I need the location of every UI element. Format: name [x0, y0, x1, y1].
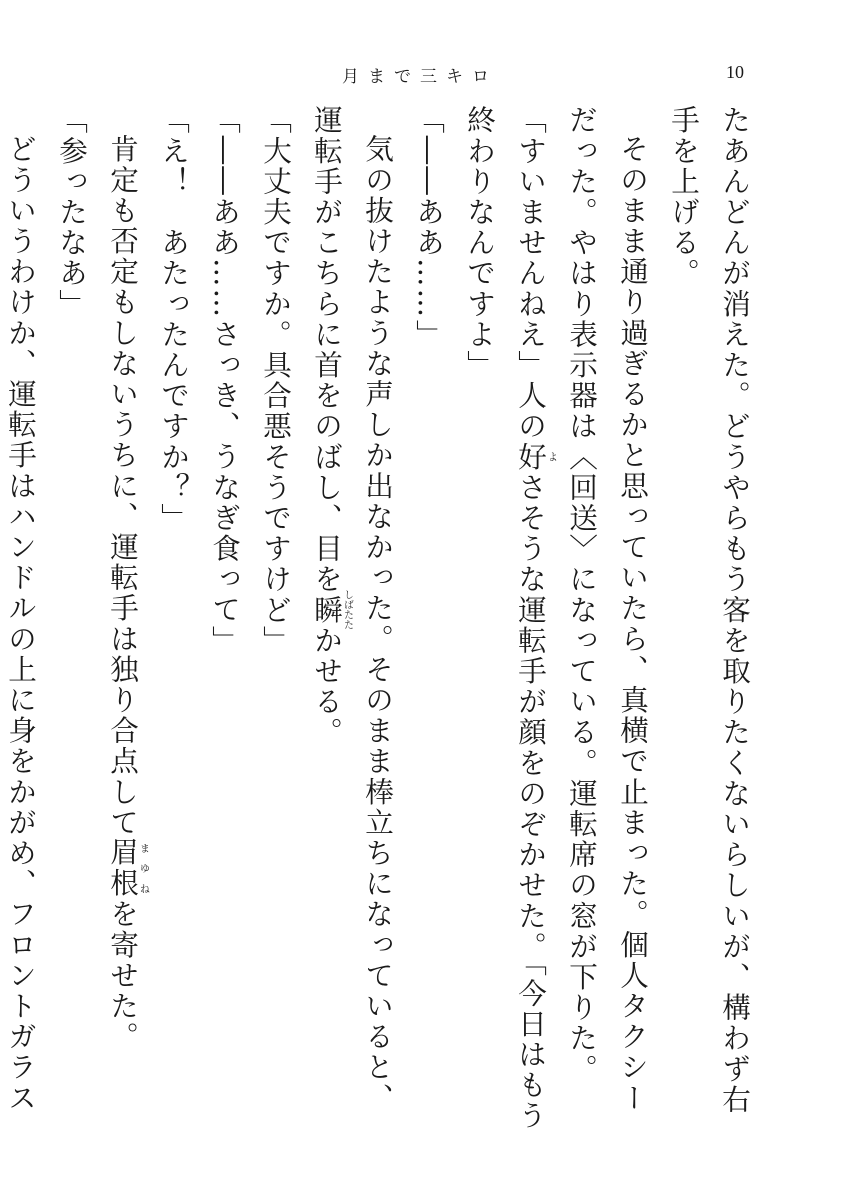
ruby-base: 好 [514, 441, 548, 473]
page-number: 10 [726, 62, 744, 82]
running-title: 月まで三キロ [342, 67, 498, 87]
paragraph [658, 105, 760, 1135]
paragraph [0, 105, 46, 1135]
paragraph [97, 105, 148, 1135]
text-run: そのまま通り過ぎるかと思っていたら、真横で止まった。個人タクシーだった。やはり表示器は〈回送〉になっている。運転席の窓が下りた。 [565, 105, 650, 1113]
paragraph [46, 105, 97, 1135]
ruby-base: 瞬 [310, 589, 344, 630]
paragraph [301, 105, 403, 1135]
paragraph [148, 105, 199, 1135]
body-text [4, 105, 760, 1135]
ruby-annotation [514, 441, 557, 473]
text-run: かせる。 [310, 625, 344, 748]
text-run: 肯定も否定もしないうちに、運転手は独り合点して [106, 133, 140, 838]
ruby-annotation [310, 589, 353, 630]
text-run: 「すいませんねえ」人の [514, 105, 548, 442]
ruby-base: 眉根 [106, 837, 140, 899]
text-run: 「――ああ……」 [412, 105, 446, 350]
text-run: 「え！ あたったんですか？」 [157, 105, 191, 534]
text-run: たあんどんが消えた。どうやらもう客を取りたくないらしいが、構わず右手を上げる。 [667, 105, 752, 1115]
text-run: 「――ああ……さっき、うなぎ食って」 [208, 105, 242, 656]
text-run: 気の抜けたような声しか出なかった。そのまま棒立ちになっていると、運転手がこちらに首をのばし、目を [310, 105, 395, 1113]
ruby-reading: しばたた [341, 589, 353, 630]
ruby-reading: よ [545, 441, 557, 473]
paragraph [250, 105, 301, 1135]
text-run: さそうな運転手が顔をのぞかせた。「今日はもう終わりなんですよ」 [463, 105, 548, 1132]
text-run: 「参ったなあ」 [55, 105, 89, 320]
ruby-reading: まゆね [137, 837, 149, 899]
paragraph [199, 105, 250, 1135]
paragraph [403, 105, 454, 1135]
paragraph [556, 105, 658, 1135]
text-run: 「大丈夫ですか。具合悪そうですけど」 [259, 105, 293, 656]
text-run: どういうわけか、運転手はハンドルの上に身をかがめ、フロントガラス [4, 133, 38, 1113]
paragraph [454, 105, 556, 1135]
ruby-annotation [106, 837, 149, 899]
text-run: を寄せた。 [106, 898, 140, 1052]
